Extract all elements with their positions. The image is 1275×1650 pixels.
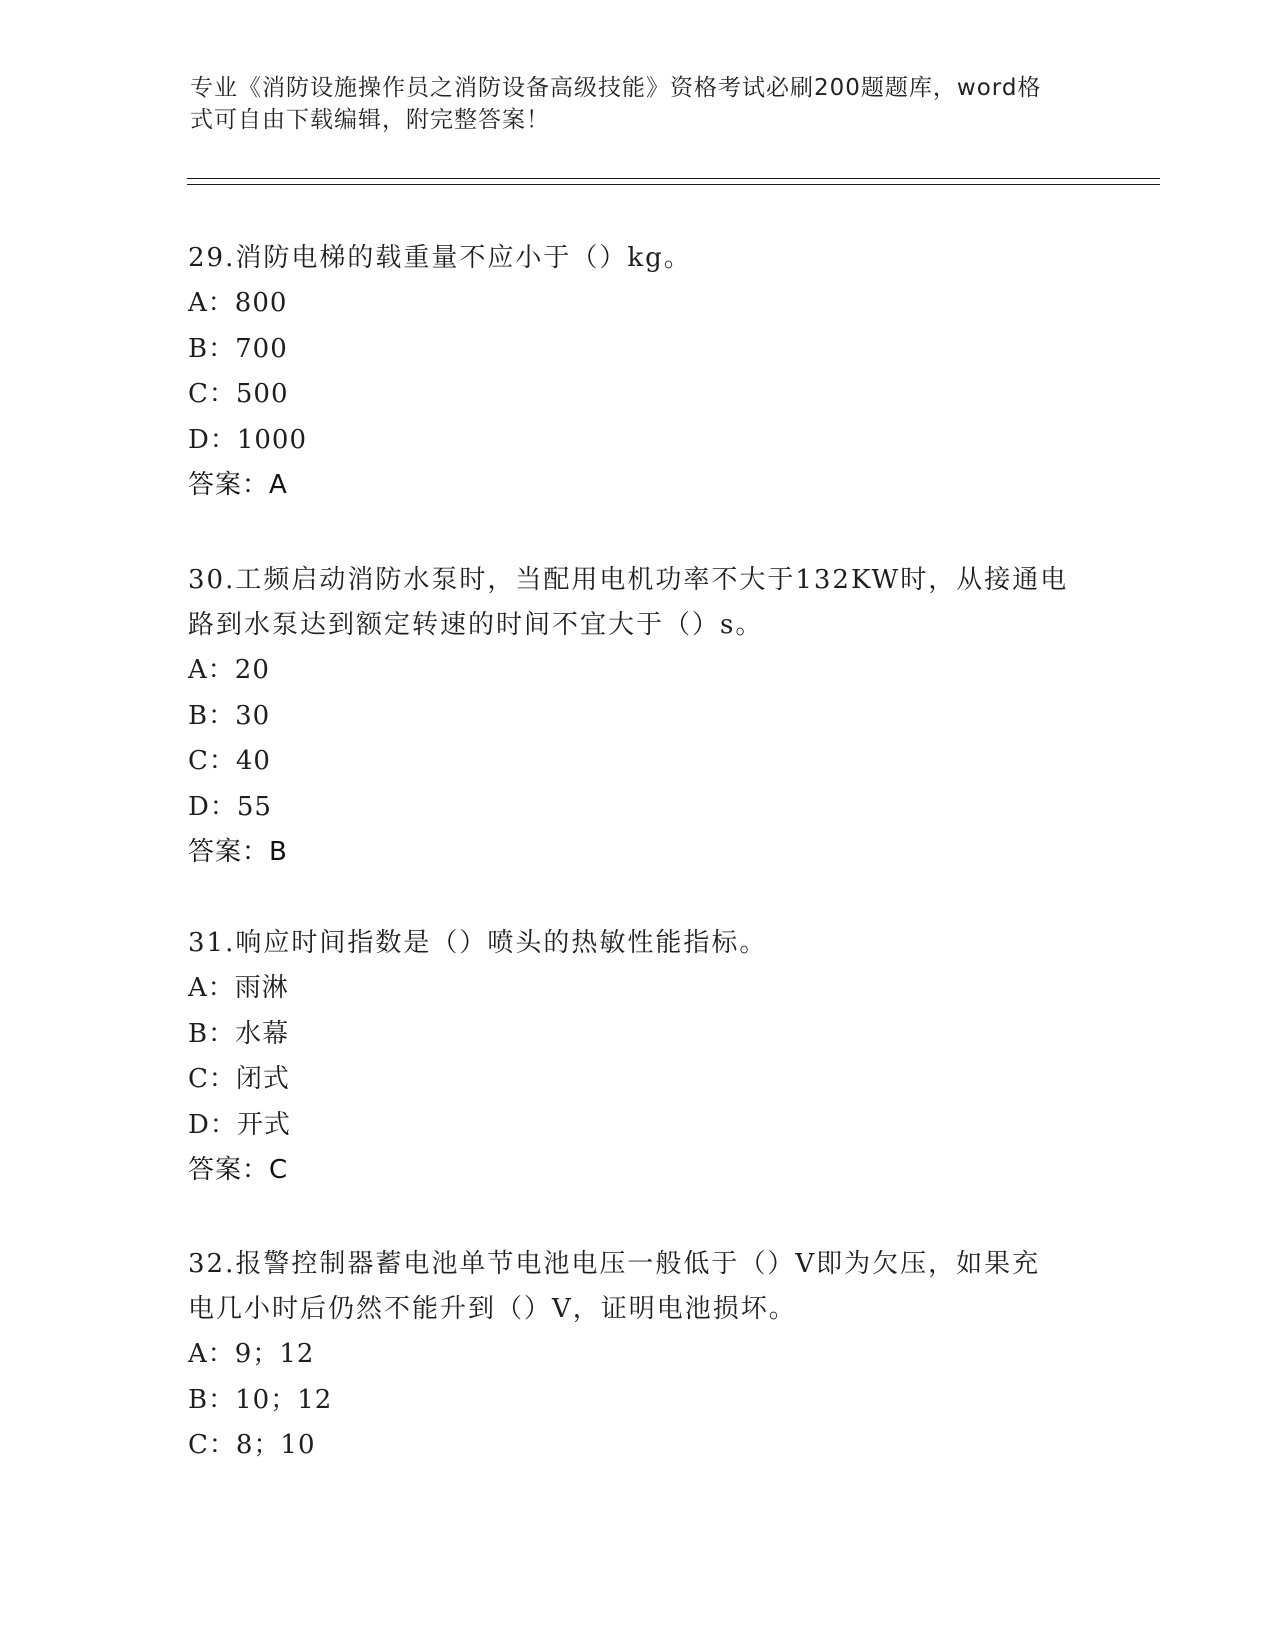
option-b: B：水幕 [188,1018,290,1049]
header-divider-bottom [187,184,1160,185]
option-b: B：10；12 [188,1384,333,1415]
question-text: 29.消防电梯的载重量不应小于（）kg。 [188,243,692,273]
option-d: D：1000 [188,424,308,455]
question-30 [188,558,1088,875]
option-a: A：20 [188,655,270,685]
document-header [190,72,1080,136]
header-line-2: 式可自由下载编辑，附完整答案！ [190,107,550,133]
question-29 [188,236,1088,508]
option-d: D：55 [188,791,272,822]
question-text: 31.响应时间指数是（）喷头的热敏性能指标。 [188,928,768,958]
option-c: C：40 [188,746,271,776]
answer: 答案：B [188,837,288,867]
option-a: A：800 [188,288,288,318]
option-a: A：雨淋 [188,973,289,1003]
option-c: C：500 [188,379,289,409]
option-c: C：闭式 [188,1064,290,1094]
header-divider-top [187,178,1160,179]
question-text-line-2: 电几小时后仍然不能升到（）V，证明电池损坏。 [188,1294,797,1324]
question-31 [188,921,1088,1193]
option-b: B：700 [188,333,288,364]
question-text-line-1: 32.报警控制器蓄电池单节电池电压一般低于（）V即为欠压，如果充 [188,1249,1041,1279]
answer: 答案：C [188,1155,289,1185]
option-b: B：30 [188,700,271,731]
answer: 答案：A [188,470,288,500]
option-a: A：9；12 [188,1339,315,1369]
question-32 [188,1242,1088,1469]
option-c: C：8；10 [188,1430,316,1460]
option-d: D：开式 [188,1109,291,1140]
header-line-1: 专业《消防设施操作员之消防设备高级技能》资格考试必刷200题题库，word格 [190,75,1042,101]
question-text-line-1: 30.工频启动消防水泵时，当配用电机功率不大于132KW时，从接通电 [188,565,1069,595]
question-text-line-2: 路到水泵达到额定转速的时间不宜大于（）s。 [188,610,764,640]
